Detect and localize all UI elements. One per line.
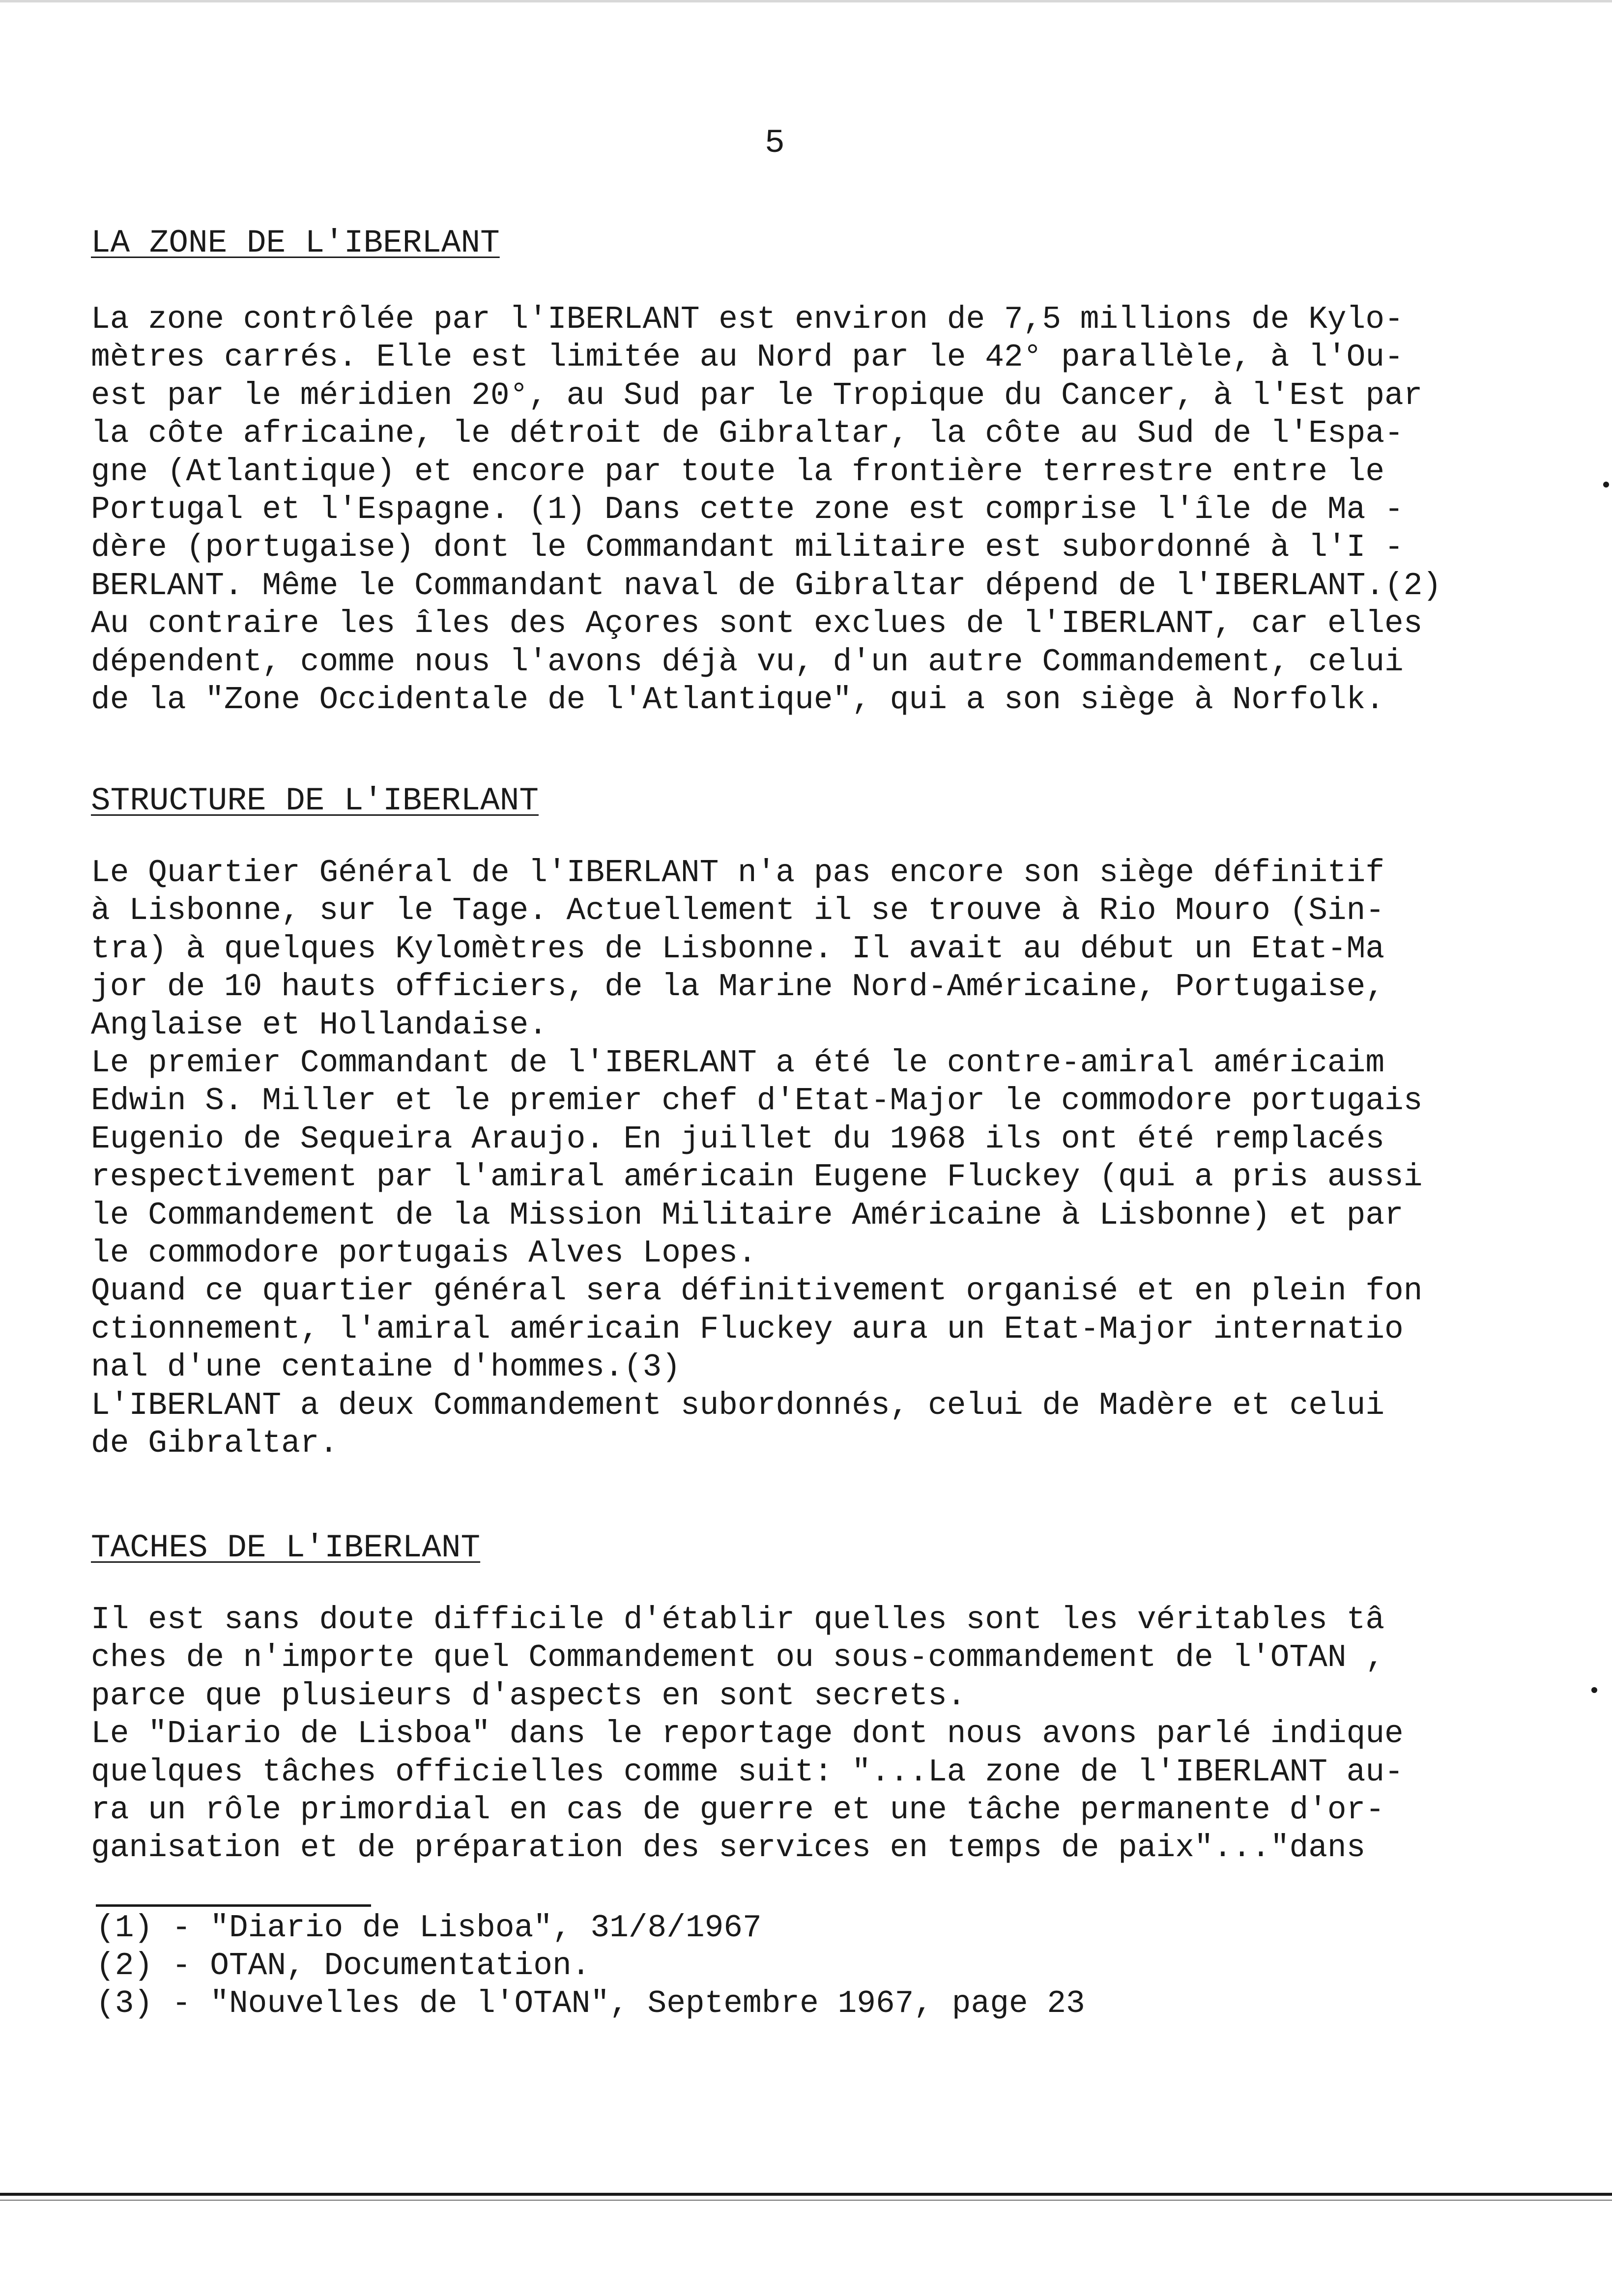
text-line: Portugal et l'Espagne. (1) Dans cette zone est comprise l'île de Ma -: [91, 492, 1404, 528]
text-line: la côte africaine, le détroit de Gibraltar, la côte au Sud de l'Espa-: [91, 416, 1404, 452]
text-line: L'IBERLANT a deux Commandement subordonnés, celui de Madère et celui: [91, 1387, 1385, 1424]
margin-mark: [1603, 482, 1609, 488]
text-line: La zone contrôlée par l'IBERLANT est environ de 7,5 millions de Kylo-: [91, 302, 1404, 338]
text-line: dépendent, comme nous l'avons déjà vu, d'un autre Commandement, celui: [91, 644, 1404, 680]
text-line: Le Quartier Général de l'IBERLANT n'a pas encore son siège définitif: [91, 855, 1385, 891]
footnote-item: (3) - "Nouvelles de l'OTAN", Septembre 1967, page 23: [96, 1986, 1085, 2022]
text-line: jor de 10 hauts officiers, de la Marine Nord-Américaine, Portugaise,: [91, 969, 1385, 1005]
bottom-rule: [0, 2193, 1612, 2196]
text-line: de la "Zone Occidentale de l'Atlantique", qui a son siège à Norfolk.: [91, 682, 1385, 718]
text-line: le commodore portugais Alves Lopes.: [91, 1235, 757, 1272]
text-line: à Lisbonne, sur le Tage. Actuellement il se trouve à Rio Mouro (Sin-: [91, 893, 1385, 929]
text-line: Le premier Commandant de l'IBERLANT a été le contre-amiral américaim: [91, 1045, 1385, 1082]
bottom-rule-shadow: [0, 2200, 1612, 2201]
text-line: est par le méridien 20°, au Sud par le Tropique du Cancer, à l'Est par: [91, 377, 1423, 414]
text-line: mètres carrés. Elle est limitée au Nord par le 42° parallèle, à l'Ou-: [91, 340, 1404, 376]
text-line: gne (Atlantique) et encore par toute la frontière terrestre entre le: [91, 454, 1385, 490]
text-line: de Gibraltar.: [91, 1426, 339, 1462]
text-line: ra un rôle primordial en cas de guerre et une tâche permanente d'or-: [91, 1792, 1385, 1829]
text-line: Quand ce quartier général sera définitivement organisé et en plein fon: [91, 1273, 1423, 1310]
section-heading-structure: STRUCTURE DE L'IBERLANT: [91, 782, 539, 819]
text-line: Le "Diario de Lisboa" dans le reportage dont nous avons parlé indique: [91, 1716, 1404, 1752]
text-line: Anglaise et Hollandaise.: [91, 1007, 547, 1043]
text-line: Edwin S. Miller et le premier chef d'Etat-Major le commodore portugais: [91, 1083, 1423, 1119]
text-line: dère (portugaise) dont le Commandant militaire est subordonné à l'I -: [91, 530, 1404, 566]
section-body-structure: [91, 854, 1422, 1463]
footnotes: [96, 1909, 1085, 2023]
page-number: 5: [765, 124, 785, 162]
text-line: BERLANT. Même le Commandant naval de Gibraltar dépend de l'IBERLANT.(2): [91, 568, 1442, 604]
text-line: Eugenio de Sequeira Araujo. En juillet du 1968 ils ont été remplacés: [91, 1121, 1385, 1157]
section-heading-zone: LA ZONE DE L'IBERLANT: [91, 225, 500, 261]
text-line: tra) à quelques Kylomètres de Lisbonne. Il avait au début un Etat-Ma: [91, 931, 1385, 967]
footnote-item: (2) - OTAN, Documentation.: [96, 1948, 591, 1984]
footnote-item: (1) - "Diario de Lisboa", 31/8/1967: [96, 1910, 762, 1946]
text-line: Il est sans doute difficile d'établir quelles sont les véritables tâ: [91, 1602, 1385, 1638]
text-line: nal d'une centaine d'hommes.(3): [91, 1349, 681, 1386]
footnote-separator: [96, 1904, 371, 1907]
text-line: Au contraire les îles des Açores sont exclues de l'IBERLANT, car elles: [91, 606, 1423, 642]
text-line: le Commandement de la Mission Militaire Américaine à Lisbonne) et par: [91, 1197, 1404, 1234]
section-body-taches: [91, 1601, 1404, 1867]
text-line: ches de n'importe quel Commandement ou sous-commandement de l'OTAN ,: [91, 1640, 1385, 1676]
scan-top-edge: [0, 0, 1612, 2]
section-body-zone: [91, 301, 1441, 719]
margin-mark: [1591, 1687, 1597, 1693]
text-line: parce que plusieurs d'aspects en sont secrets.: [91, 1678, 966, 1714]
text-line: ganisation et de préparation des services en temps de paix"..."dans: [91, 1830, 1366, 1866]
text-line: ctionnement, l'amiral américain Fluckey aura un Etat-Major internatio: [91, 1311, 1404, 1348]
section-heading-taches: TACHES DE L'IBERLANT: [91, 1529, 481, 1566]
text-line: quelques tâches officielles comme suit: "...La zone de l'IBERLANT au-: [91, 1754, 1404, 1790]
text-line: respectivement par l'amiral américain Eugene Fluckey (qui a pris aussi: [91, 1159, 1423, 1196]
